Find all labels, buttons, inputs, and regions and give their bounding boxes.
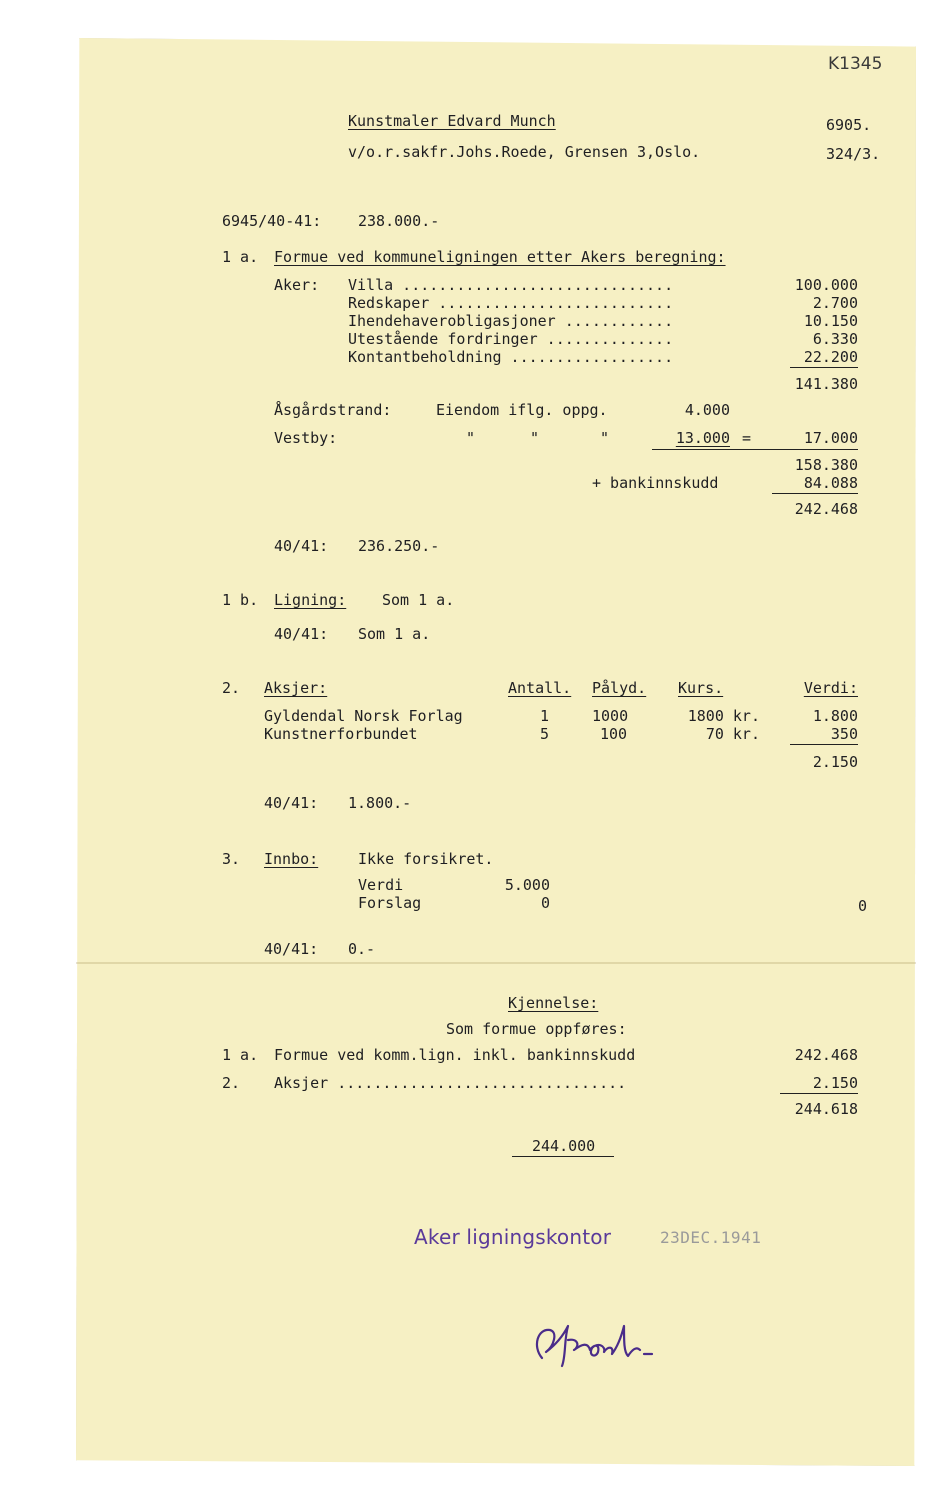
stock-palyd: 1000 [592,707,629,725]
bank-value: 84.088 [803,474,858,492]
column-header: Pålyd. [592,679,647,697]
stock-palyd: 100 [600,725,628,743]
section-1b-prior-value: Som 1 a. [358,625,431,643]
column-header: Antall. [508,679,572,697]
stock-antall: 5 [540,725,550,743]
stock-name: Gyldendal Norsk Forlag [264,707,463,725]
section-2-prior-label: 40/41: [264,794,319,812]
asset-value: 22.200 [803,348,858,366]
asset-label: Villa .............................. [348,276,674,294]
asset-value: 6.330 [812,330,858,348]
stock-verdi: 1.800 [812,707,858,725]
verdi-value: 5.000 [504,876,550,894]
ruling-total: 244.618 [794,1100,858,1118]
header-ref-2: 324/3. [826,145,881,163]
ruling-title: Kjennelse: [508,994,599,1012]
section-2-prior-value: 1.800.- [348,794,412,812]
section-1b-number: 1 b. [222,591,259,609]
rounded-rule [512,1156,614,1157]
header-address: v/o.r.sakfr.Johs.Roede, Grensen 3,Oslo. [348,143,701,161]
ruling-line2-text: Aksjer ................................ [274,1074,627,1092]
ruling-total-rule [780,1093,858,1094]
section-3-status: Ikke forsikret. [358,850,494,868]
combined-rule [652,449,858,450]
paper-fold [76,962,916,964]
section-1a-title: Formue ved kommuneligningen etter Akers beregning: [274,248,726,266]
bank-label: + bankinnskudd [592,474,719,492]
office-stamp: Aker ligningskontor [414,1225,612,1249]
ruling-line2-value: 2.150 [812,1074,858,1092]
ruling-rounded: 244.000 [532,1137,596,1155]
prior-value: 238.000.- [358,212,440,230]
section-1a-subtotal: 141.380 [794,375,858,393]
asset-value: 100.000 [794,276,858,294]
column-header: Kurs. [678,679,724,697]
header-ref-1: 6905. [826,116,872,134]
stock-name: Kunstnerforbundet [264,725,418,743]
stock-kurs: 1800 kr. [687,707,760,725]
ruling-line1-number: 1 a. [222,1046,259,1064]
ruling-line2-number: 2. [222,1074,241,1092]
combined-value: 17.000 [803,429,858,447]
asset-label: Utestående fordringer .............. [348,330,674,348]
section-1a-number: 1 a. [222,248,259,266]
asset-value: 2.700 [812,294,858,312]
section-1b-prior-label: 40/41: [274,625,329,643]
section-1a-total-2: 158.380 [794,456,858,474]
asgard-label: Åsgårdstrand: [274,401,392,419]
prior-label: 6945/40-41: [222,212,322,230]
header-name: Kunstmaler Edvard Munch [348,112,556,130]
signature [528,1316,658,1376]
stock-verdi: 350 [830,725,858,743]
section-1b-title: Ligning: [274,591,347,609]
asgard-text: Eiendom iflg. oppg. [436,401,608,419]
vestby-label: Vestby: [274,429,338,447]
section-3-right-value: 0 [858,897,868,915]
bank-rule [772,493,858,494]
ruling-line1-text: Formue ved komm.lign. inkl. bankinnskudd [274,1046,636,1064]
section-1a-prior-value: 236.250.- [358,537,440,555]
subtotal-rule [790,367,858,368]
asset-label: Ihendehaverobligasjoner ............ [348,312,674,330]
stock-kurs: 70 kr. [705,725,760,743]
section-3-prior-value: 0.- [348,940,376,958]
date-stamp: 23DEC.1941 [660,1228,762,1247]
equals-sign: = [742,429,752,447]
section-2-number: 2. [222,679,241,697]
verdi-label: Verdi [358,876,404,894]
stock-total-rule [790,744,858,745]
forslag-value: 0 [540,894,550,912]
ditto-mark: " [466,429,476,447]
vestby-value: 13.000 [675,429,730,447]
section-1a-place: Aker: [274,276,320,294]
section-2-total: 2.150 [812,753,858,771]
section-2-title: Aksjer: [264,679,328,697]
archive-reference: K1345 [828,54,883,74]
stock-antall: 1 [540,707,550,725]
asset-label: Redskaper .......................... [348,294,674,312]
section-1b-text: Som 1 a. [382,591,455,609]
ditto-mark: " [530,429,540,447]
ruling-line1-value: 242.468 [794,1046,858,1064]
forslag-label: Forslag [358,894,422,912]
section-3-prior-label: 40/41: [264,940,319,958]
ruling-subtitle: Som formue oppføres: [446,1020,627,1038]
section-3-number: 3. [222,850,241,868]
asset-label: Kontantbeholdning .................. [348,348,674,366]
section-3-title: Innbo: [264,850,319,868]
asset-value: 10.150 [803,312,858,330]
section-1a-total-3: 242.468 [794,500,858,518]
column-header: Verdi: [803,679,858,697]
asgard-value: 4.000 [684,401,730,419]
ditto-mark: " [600,429,610,447]
section-1a-prior-label: 40/41: [274,537,329,555]
